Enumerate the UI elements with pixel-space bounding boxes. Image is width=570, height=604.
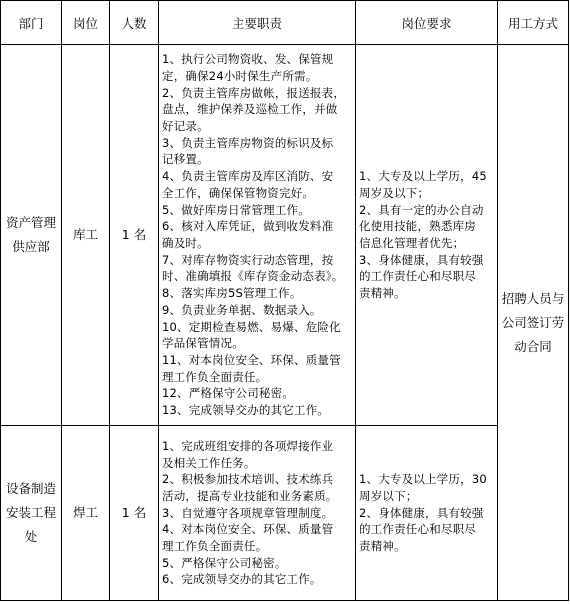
employment-cell: 招聘人员与公司签订劳动合同: [498, 45, 569, 601]
duty-line: 10、定期检查易燃、易爆、危险化: [162, 319, 341, 334]
duty-line: 学品保管情况。: [162, 336, 244, 351]
duty-line: 12、严格保守公司秘密。: [162, 386, 295, 401]
header-duties: 主要职责: [159, 1, 356, 45]
requirement-line: 1、大专及以上学历，45: [359, 169, 487, 184]
requirement-line: 3、身体健康，具有较强: [359, 252, 484, 267]
duty-line: 好记录。: [162, 119, 209, 134]
duty-line: 3、自觉遵守各项规章管理制度。: [162, 505, 334, 520]
duty-line: 理工作负全面责任。: [162, 539, 268, 554]
duties-cell: [159, 45, 356, 426]
count-cell: 1 名: [110, 426, 159, 601]
duty-line: 及相关工作任务。: [162, 455, 256, 470]
header-row: [1, 1, 569, 45]
requirement-line: 1、大专及以上学历，30: [359, 472, 487, 487]
duty-line: 2、积极参加技术培训、技术练兵: [162, 472, 334, 487]
header-position: 岗位: [62, 1, 110, 45]
header-dept: 部门: [1, 1, 62, 45]
duty-line: 4、对本岗位安全、环保、质量管: [162, 522, 334, 537]
requirement-line: 化使用技能，熟悉库房: [359, 219, 476, 234]
position-cell: 库工: [62, 45, 110, 426]
table-row: [1, 45, 569, 426]
duty-line: 3、负责主管库房物资的标识及标: [162, 135, 334, 150]
duty-line: 11、对本岗位安全、环保、质量管: [162, 352, 341, 367]
duty-line: 1、执行公司物资收、发、保管规: [162, 52, 334, 67]
requirement-line: 2、身体健康，具有较强: [359, 505, 484, 520]
header-requirements: 岗位要求: [356, 1, 498, 45]
duty-line: 8、落实库房5S管理工作。: [162, 286, 302, 301]
duty-line: 全工作，确保保管物资完好。: [162, 185, 315, 200]
dept-cell: 设备制造安装工程处: [1, 426, 62, 601]
duty-line: 活动，提高专业技能和业务素质。: [162, 488, 338, 503]
duty-line: 5、严格保守公司秘密。: [162, 555, 287, 570]
table-row: [1, 426, 569, 601]
header-employment: 用工方式: [498, 1, 569, 45]
requirement-line: 责精神。: [359, 286, 406, 301]
requirement-line: 信息化管理者优先；: [359, 236, 465, 250]
duty-line: 5、做好库房日常管理工作。: [162, 202, 310, 217]
duty-line: 6、完成领导交办的其它工作。: [162, 572, 322, 587]
header-count: 人数: [110, 1, 159, 45]
duties-cell: [159, 426, 356, 601]
requirement-line: 的工作责任心和尽职尽: [359, 522, 476, 537]
duty-line: 6、核对入库凭证，做到收发料准: [162, 219, 334, 234]
duty-line: 时、准确填报《库存资金动态表》。: [162, 269, 344, 284]
duty-line: 7、对库存物资实行动态管理，按: [162, 252, 334, 267]
requirements-cell: [356, 45, 498, 426]
duty-line: 2、负责主管库房做帐，报送报表，: [162, 85, 346, 100]
duty-line: 13、完成领导交办的其它工作。: [162, 403, 330, 418]
requirement-line: 的工作责任心和尽职尽: [359, 269, 476, 284]
duty-line: 确及时。: [162, 236, 209, 250]
requirement-line: 责精神。: [359, 539, 406, 554]
duty-line: 9、负责业务单据、数据录入。: [162, 302, 322, 317]
duty-line: 理工作负全面责任。: [162, 369, 268, 384]
duty-line: 1、完成班组安排的各项焊接作业: [162, 438, 334, 453]
duty-line: 定，确保24小时保生产所需。: [162, 68, 318, 83]
requirement-line: 2、具有一定的办公自动: [359, 202, 484, 217]
count-cell: 1 名: [110, 45, 159, 426]
duty-line: 记移置。: [162, 152, 209, 167]
position-cell: 焊工: [62, 426, 110, 601]
requirement-line: 周岁及以下；: [359, 185, 430, 200]
duty-line: 4、负责主管库房及库区消防、安: [162, 169, 334, 184]
dept-cell: 资产管理供应部: [1, 45, 62, 426]
duty-line: 盘点，维护保养及巡检工作，并做: [162, 102, 338, 117]
requirements-cell: [356, 426, 498, 601]
requirement-line: 周岁以下；: [359, 488, 418, 503]
